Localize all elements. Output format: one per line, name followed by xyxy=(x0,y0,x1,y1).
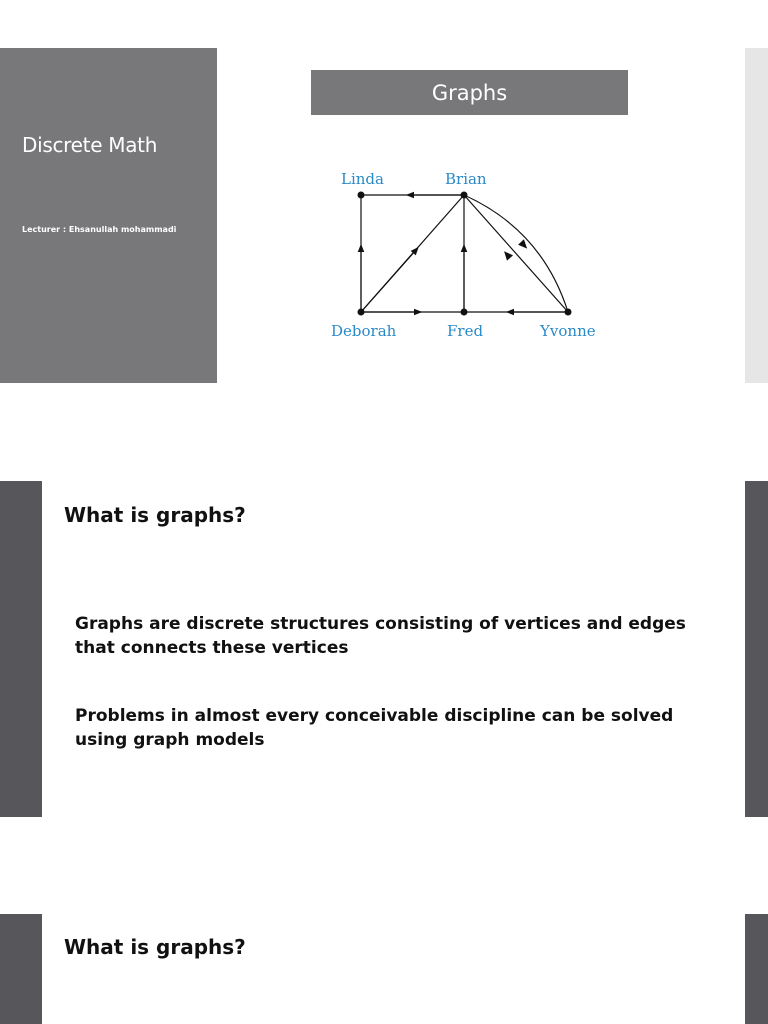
node-brian xyxy=(461,192,468,199)
label-brian: Brian xyxy=(445,170,487,188)
edge-yvonne-brian-arrow xyxy=(501,249,513,261)
bullet-glyph xyxy=(62,704,74,752)
edge-yvonne-brian xyxy=(464,195,568,312)
label-yvonne: Yvonne xyxy=(540,322,596,340)
slide3-left-bar xyxy=(0,914,42,1024)
bullet-item xyxy=(62,704,730,752)
graphs-banner xyxy=(311,70,628,115)
slide2-right-bar xyxy=(745,481,768,817)
bullet-glyph xyxy=(62,612,74,660)
node-fred xyxy=(461,309,468,316)
label-fred: Fred xyxy=(447,322,484,340)
label-linda: Linda xyxy=(341,170,384,188)
bullet-text: Graphs are discrete structures consisting of vertices and edges that connects these vertices xyxy=(75,614,686,658)
graphs-banner-text: Graphs xyxy=(431,80,508,105)
node-deborah xyxy=(358,309,365,316)
slide2-left-bar xyxy=(0,481,42,817)
node-yvonne xyxy=(565,309,572,316)
slide3-heading: What is graphs? xyxy=(64,935,246,959)
lecturer-name: Lecturer : Ehsanullah mohammadi xyxy=(22,225,177,234)
edge-deborah-brian-arrow xyxy=(361,250,416,312)
slide2-heading: What is graphs? xyxy=(64,503,246,527)
bullet-text: Problems in almost every conceivable discipline can be solved using graph models xyxy=(75,706,674,750)
bullet-item xyxy=(62,612,730,660)
course-title: Discrete Math xyxy=(22,133,158,157)
slide3-right-bar xyxy=(745,914,768,1024)
next-slide-edge xyxy=(745,48,768,383)
node-linda xyxy=(358,192,365,199)
graph-diagram xyxy=(320,160,610,350)
label-deborah: Deborah xyxy=(331,322,397,340)
title-panel xyxy=(0,48,217,383)
